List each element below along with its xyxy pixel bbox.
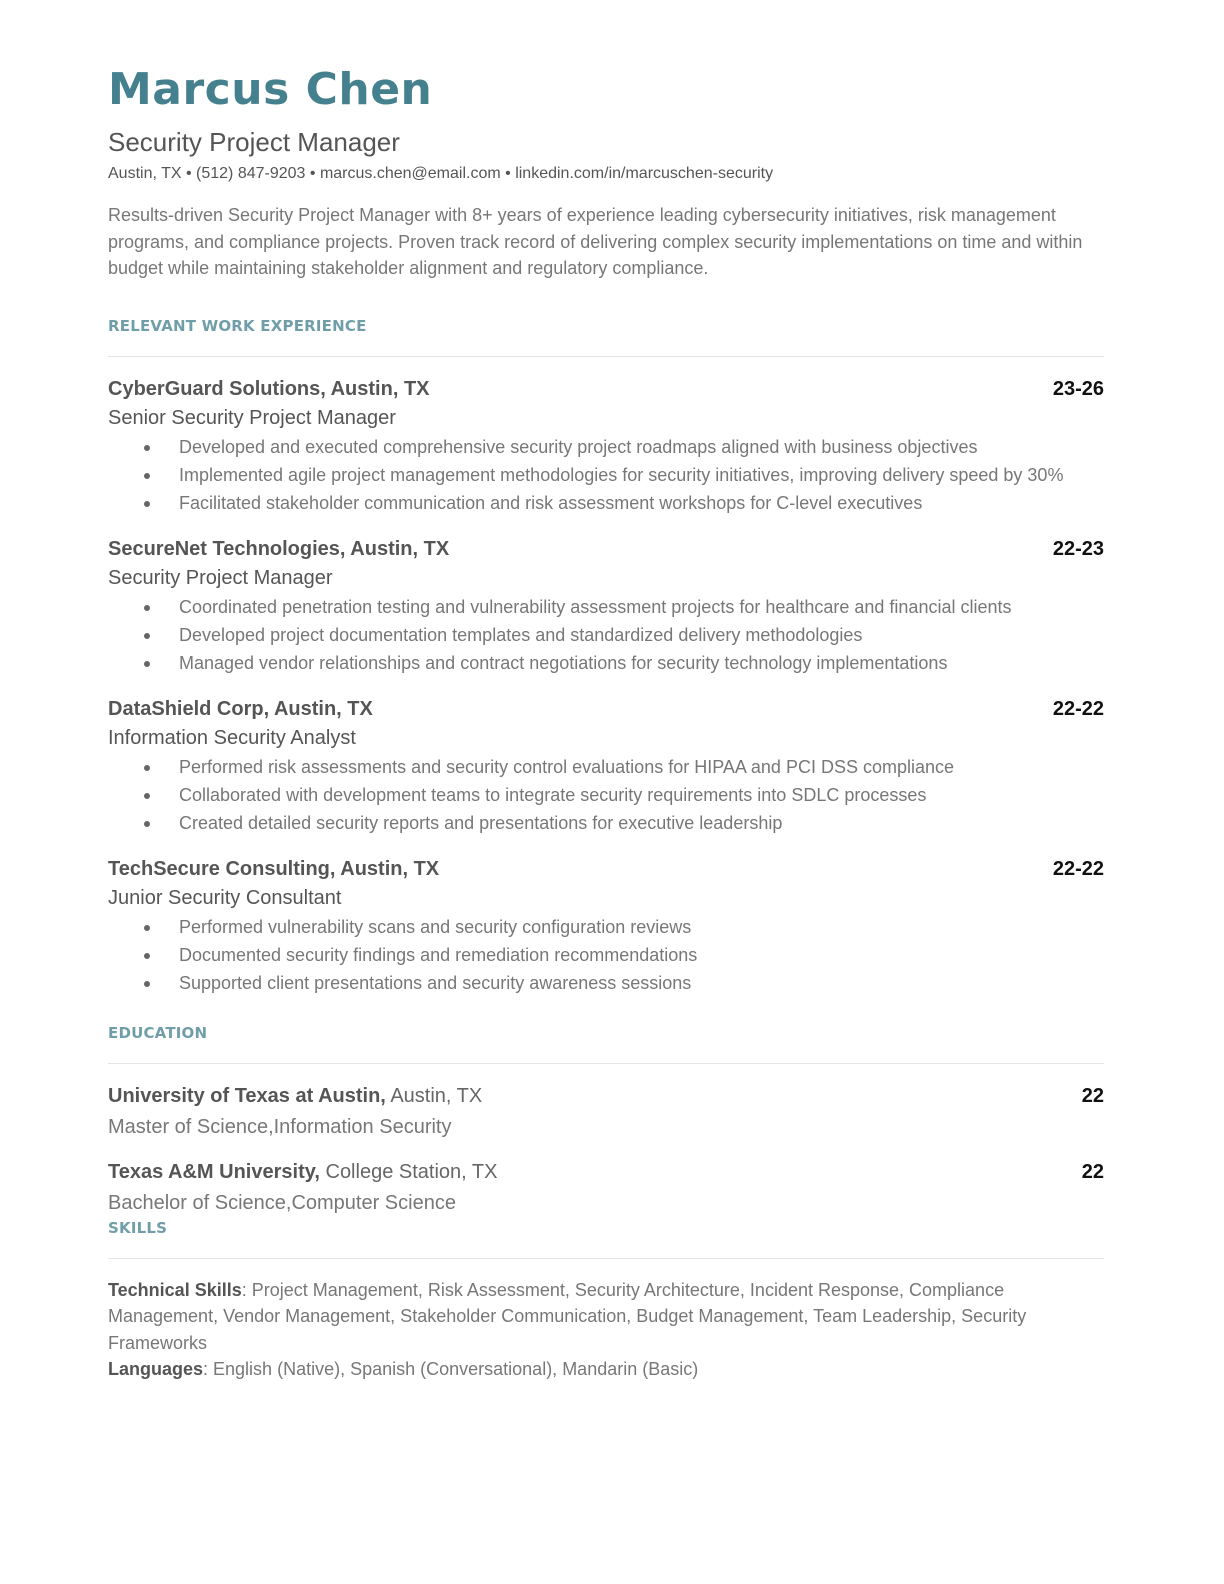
job-role: Junior Security Consultant (108, 886, 342, 909)
school-line (108, 1160, 497, 1186)
contact-separator: • (181, 165, 197, 182)
job-bullets (108, 754, 1104, 837)
school-line (108, 1084, 482, 1110)
bullet-text: Created detailed security reports and presentations for executive leadership (179, 813, 783, 833)
bullet-text: Implemented agile project management methodologies for security initiatives, improving delivery speed by 30% (179, 465, 1064, 485)
job-bullet (108, 810, 1104, 837)
job-bullet (108, 942, 1104, 969)
job-dates: 22-22 (1052, 857, 1104, 880)
school-location: Austin, TX (385, 1084, 483, 1107)
bullet-text: Documented security findings and remediation recommendations (179, 945, 698, 965)
languages-value: : English (Native), Spanish (Conversational), Mandarin (Basic) (203, 1359, 699, 1379)
bullet-icon (144, 925, 150, 931)
resume-page (108, 62, 1104, 1383)
job-bullet (108, 462, 1104, 489)
technical-skills (108, 1277, 1104, 1357)
job-bullet (108, 914, 1104, 941)
experience-heading: RELEVANT WORK EXPERIENCE (108, 316, 367, 335)
job-header (108, 697, 1104, 721)
job-company: SecureNet Technologies, Austin, TX (108, 537, 450, 560)
education-section (108, 1023, 1104, 1218)
candidate-name: Marcus Chen (108, 64, 433, 115)
contact-separator: • (305, 165, 320, 182)
experience-section (108, 316, 1104, 997)
bullet-icon (144, 953, 150, 959)
job-entry (108, 697, 1104, 837)
job-dates: 22-23 (1052, 537, 1104, 560)
school-location: College Station, TX (319, 1160, 498, 1183)
bullet-icon (144, 821, 150, 827)
education-header (108, 1084, 1104, 1110)
section-divider (108, 1258, 1104, 1259)
section-divider (108, 1063, 1104, 1064)
bullet-icon (144, 633, 150, 639)
professional-summary: Results-driven Security Project Manager with 8+ years of experience leading cybersecurity initiatives, risk management programs, and compliance projects. Proven track record of delivering complex security implementations on time and within budget while maintaining stakeholder alignment and regulatory compliance. (108, 205, 1083, 278)
job-bullet (108, 970, 1104, 997)
job-bullet (108, 782, 1104, 809)
job-bullets (108, 594, 1104, 677)
job-list (108, 377, 1104, 997)
job-company: CyberGuard Solutions, Austin, TX (108, 377, 430, 400)
bullet-icon (144, 445, 150, 451)
job-role: Security Project Manager (108, 566, 333, 589)
education-entry (108, 1160, 1104, 1218)
job-bullets (108, 434, 1104, 517)
bullet-icon (144, 605, 150, 611)
contact-separator: • (500, 165, 516, 182)
job-bullet (108, 434, 1104, 461)
contact-email[interactable]: marcus.chen@email.com (319, 165, 501, 182)
bullet-icon (144, 793, 150, 799)
job-company: TechSecure Consulting, Austin, TX (108, 857, 440, 880)
job-dates: 23-26 (1052, 377, 1104, 400)
bullet-text: Developed and executed comprehensive security project roadmaps aligned with business objectives (179, 437, 978, 457)
bullet-text: Coordinated penetration testing and vulnerability assessment projects for healthcare and financial clients (179, 597, 1012, 617)
education-entry (108, 1084, 1104, 1142)
job-entry (108, 377, 1104, 517)
languages-label: Languages (108, 1359, 204, 1379)
bullet-text: Supported client presentations and security awareness sessions (179, 973, 692, 993)
job-bullet (108, 622, 1104, 649)
bullet-text: Developed project documentation templates and standardized delivery methodologies (179, 625, 863, 645)
education-year: 22 (1081, 1084, 1104, 1107)
job-bullet (108, 754, 1104, 781)
languages (108, 1356, 1104, 1383)
job-header (108, 377, 1104, 401)
job-bullet (108, 594, 1104, 621)
bullet-icon (144, 661, 150, 667)
section-divider (108, 356, 1104, 357)
job-bullet (108, 490, 1104, 517)
technical-skills-value: : Project Management, Risk Assessment, Security Architecture, Incident Response, Compliance Management, Vendor Management, Stakeholder Communication, Budget Management, Team Leadership, Security Frameworks (108, 1279, 1027, 1353)
bullet-text: Performed risk assessments and security control evaluations for HIPAA and PCI DSS compliance (179, 757, 955, 777)
school-name: Texas A&M University, (108, 1160, 320, 1183)
bullet-icon (144, 473, 150, 479)
job-role: Senior Security Project Manager (108, 406, 396, 429)
contact-linkedin[interactable]: linkedin.com/in/marcuschen-security (515, 165, 774, 182)
job-entry (108, 537, 1104, 677)
education-list (108, 1084, 1104, 1218)
education-year: 22 (1081, 1160, 1104, 1183)
job-header (108, 537, 1104, 561)
skills-heading: SKILLS (108, 1218, 168, 1237)
bullet-text: Collaborated with development teams to integrate security requirements into SDLC processes (179, 785, 927, 805)
bullet-icon (144, 765, 150, 771)
contact-location: Austin, TX (108, 165, 182, 182)
skills-content (108, 1277, 1104, 1383)
skills-section (108, 1218, 1104, 1383)
bullet-text: Facilitated stakeholder communication and risk assessment workshops for C-level executives (179, 493, 923, 513)
degree: Master of Science,Information Security (108, 1115, 452, 1138)
technical-skills-label: Technical Skills (108, 1279, 242, 1300)
candidate-title: Security Project Manager (108, 127, 400, 157)
job-role: Information Security Analyst (108, 726, 356, 749)
job-header (108, 857, 1104, 881)
education-header (108, 1160, 1104, 1186)
school-name: University of Texas at Austin, (108, 1084, 386, 1107)
job-dates: 22-22 (1052, 697, 1104, 720)
bullet-text: Managed vendor relationships and contract negotiations for security technology implementations (179, 653, 948, 673)
job-bullets (108, 914, 1104, 997)
bullet-icon (144, 981, 150, 987)
contact-phone: (512) 847-9203 (196, 165, 306, 182)
bullet-text: Performed vulnerability scans and security configuration reviews (179, 917, 692, 937)
contact-line (108, 164, 1104, 184)
education-heading: EDUCATION (108, 1023, 208, 1042)
job-entry (108, 857, 1104, 997)
degree: Bachelor of Science,Computer Science (108, 1191, 456, 1214)
job-bullet (108, 650, 1104, 677)
bullet-icon (144, 501, 150, 507)
job-company: DataShield Corp, Austin, TX (108, 697, 373, 720)
